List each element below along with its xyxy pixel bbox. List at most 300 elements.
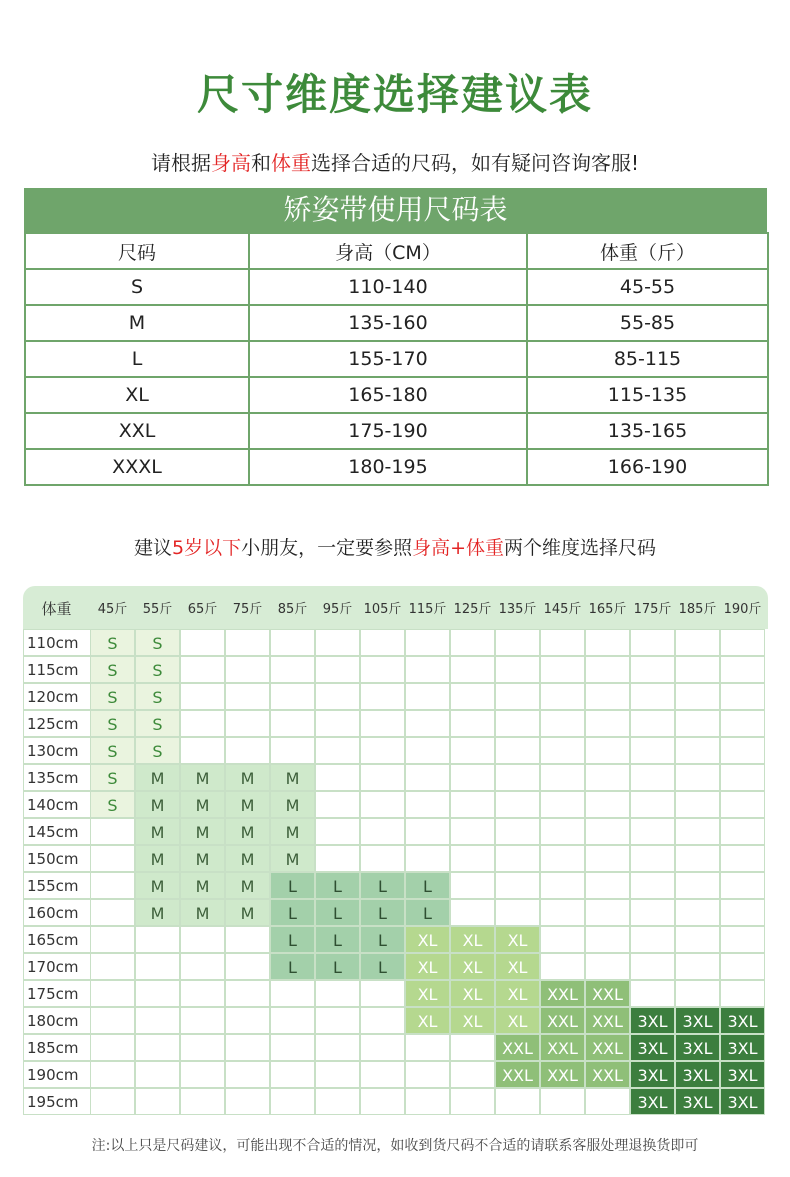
grid-cell	[450, 1088, 495, 1115]
grid-cell	[585, 872, 630, 899]
grid-cell: S	[90, 683, 135, 710]
grid-cell	[450, 1034, 495, 1061]
grid-cell	[225, 683, 270, 710]
advice-text	[0, 533, 790, 560]
grid-cell	[180, 926, 225, 953]
grid-cell	[450, 1061, 495, 1088]
grid-cell	[90, 818, 135, 845]
grid-cell	[720, 683, 765, 710]
grid-cell	[315, 764, 360, 791]
grid-cell: XXL	[585, 980, 630, 1007]
grid-height-label: 145cm	[23, 818, 90, 845]
table-row	[25, 269, 768, 305]
grid-cell	[720, 764, 765, 791]
grid-cell	[90, 872, 135, 899]
grid-cell	[405, 1088, 450, 1115]
grid-cell	[720, 791, 765, 818]
grid-cell	[360, 1061, 405, 1088]
grid-cell	[675, 818, 720, 845]
grid-cell	[225, 1061, 270, 1088]
grid-cell	[585, 845, 630, 872]
grid-cell	[405, 764, 450, 791]
grid-cell	[675, 737, 720, 764]
grid-cell: M	[225, 818, 270, 845]
grid-cell	[630, 710, 675, 737]
grid-cell: XL	[450, 980, 495, 1007]
grid-cell: M	[180, 764, 225, 791]
grid-cell	[720, 899, 765, 926]
grid-cell	[360, 1088, 405, 1115]
grid-cell	[360, 683, 405, 710]
grid-cell	[540, 710, 585, 737]
grid-cell: S	[90, 791, 135, 818]
size-table-body	[24, 232, 769, 486]
size-table	[24, 188, 767, 486]
grid-cell	[720, 845, 765, 872]
grid-height-label: 195cm	[23, 1088, 90, 1115]
grid-cell	[270, 710, 315, 737]
grid-cell	[675, 629, 720, 656]
grid-cell	[675, 926, 720, 953]
grid-weight-header: 85斤	[277, 602, 308, 617]
grid-cell	[315, 980, 360, 1007]
grid-cell: M	[135, 791, 180, 818]
grid-cell	[90, 1088, 135, 1115]
footnote: 注:以上只是尺码建议，可能出现不合适的情况，如收到货尺码不合适的请联系客服处理退换货即可	[91, 1138, 699, 1154]
grid-cell: 3XL	[630, 1088, 675, 1115]
grid-cell: L	[360, 953, 405, 980]
grid-cell	[360, 818, 405, 845]
grid-cell	[495, 845, 540, 872]
size-table-column-header: 体重（斤）	[527, 233, 768, 269]
grid-cell: M	[135, 872, 180, 899]
grid-cell: M	[135, 818, 180, 845]
grid-cell	[450, 791, 495, 818]
grid-cell	[180, 1061, 225, 1088]
grid-cell: L	[360, 872, 405, 899]
table-cell: 155-170	[249, 341, 527, 377]
grid-cell	[180, 710, 225, 737]
grid-cell: XL	[405, 926, 450, 953]
grid-cell	[225, 710, 270, 737]
grid-height-label: 125cm	[23, 710, 90, 737]
grid-cell	[585, 710, 630, 737]
grid-cell	[495, 629, 540, 656]
grid-cell	[450, 872, 495, 899]
grid-cell	[405, 683, 450, 710]
grid-cell	[90, 1034, 135, 1061]
grid-cell	[720, 629, 765, 656]
grid-cell	[450, 710, 495, 737]
grid-cell	[675, 710, 720, 737]
grid-cell	[630, 899, 675, 926]
grid-cell: XL	[405, 1007, 450, 1034]
grid-cell	[360, 845, 405, 872]
grid-cell	[360, 764, 405, 791]
subtitle-highlight-height: 身高	[210, 151, 251, 175]
grid-cell: L	[270, 872, 315, 899]
grid-cell	[720, 656, 765, 683]
grid-weight-header: 135斤	[498, 602, 537, 617]
grid-cell	[450, 845, 495, 872]
grid-height-label: 160cm	[23, 899, 90, 926]
grid-cell	[405, 1061, 450, 1088]
table-row	[25, 341, 768, 377]
grid-cell	[540, 737, 585, 764]
subtitle	[0, 147, 790, 176]
table-cell: 135-160	[249, 305, 527, 341]
grid-cell	[585, 899, 630, 926]
grid-height-label: 130cm	[23, 737, 90, 764]
table-cell: M	[25, 305, 249, 341]
grid-cell: 3XL	[720, 1007, 765, 1034]
grid-cell	[630, 791, 675, 818]
grid-cell	[585, 629, 630, 656]
grid-cell	[315, 1061, 360, 1088]
grid-cell	[585, 764, 630, 791]
grid-cell	[360, 737, 405, 764]
grid-cell	[540, 872, 585, 899]
grid-cell: S	[135, 656, 180, 683]
grid-weight-header: 185斤	[678, 602, 717, 617]
grid-cell: M	[180, 791, 225, 818]
grid-cell	[630, 737, 675, 764]
grid-cell: M	[270, 791, 315, 818]
grid-cell	[720, 737, 765, 764]
grid-cell: S	[90, 710, 135, 737]
grid-cell	[630, 764, 675, 791]
grid-cell	[90, 845, 135, 872]
grid-cell	[315, 1088, 360, 1115]
grid-cell: M	[135, 764, 180, 791]
grid-cell	[675, 953, 720, 980]
grid-cell	[495, 764, 540, 791]
grid-weight-header: 75斤	[232, 602, 263, 617]
grid-cell	[135, 1007, 180, 1034]
grid-cell	[270, 1034, 315, 1061]
grid-cell	[405, 791, 450, 818]
grid-cell	[270, 1007, 315, 1034]
grid-cell	[360, 791, 405, 818]
grid-cell: S	[90, 629, 135, 656]
subtitle-text: 请根据	[150, 151, 211, 175]
grid-cell	[585, 926, 630, 953]
grid-cell: XXL	[540, 1061, 585, 1088]
grid-cell	[90, 1061, 135, 1088]
grid-cell	[180, 980, 225, 1007]
grid-cell	[405, 737, 450, 764]
table-cell: L	[25, 341, 249, 377]
grid-cell: M	[180, 845, 225, 872]
grid-cell	[90, 980, 135, 1007]
grid-cell	[495, 791, 540, 818]
grid-weight-header: 45斤	[97, 602, 128, 617]
grid-cell	[225, 1007, 270, 1034]
grid-cell: L	[315, 926, 360, 953]
grid-cell	[630, 980, 675, 1007]
grid-cell	[225, 980, 270, 1007]
grid-cell	[135, 1034, 180, 1061]
table-row	[25, 413, 768, 449]
grid-cell	[315, 791, 360, 818]
grid-cell	[540, 683, 585, 710]
grid-cell	[630, 926, 675, 953]
grid-cell: 3XL	[720, 1061, 765, 1088]
grid-cell	[180, 656, 225, 683]
grid-cell	[270, 629, 315, 656]
grid-cell	[135, 1061, 180, 1088]
advice-text-part: 两个维度选择尺码	[504, 537, 657, 559]
grid-cell: 3XL	[675, 1034, 720, 1061]
grid-cell	[675, 656, 720, 683]
grid-cell	[540, 629, 585, 656]
grid-cell: L	[315, 872, 360, 899]
grid-cell: XL	[450, 926, 495, 953]
grid-cell	[450, 818, 495, 845]
grid-cell	[405, 818, 450, 845]
grid-cell	[315, 1034, 360, 1061]
grid-cell	[180, 1034, 225, 1061]
grid-cell	[585, 953, 630, 980]
grid-cell	[675, 764, 720, 791]
grid-cell	[360, 710, 405, 737]
grid-cell	[450, 683, 495, 710]
grid-cell	[180, 953, 225, 980]
grid-cell	[720, 926, 765, 953]
grid-cell: L	[270, 926, 315, 953]
grid-cell: M	[270, 818, 315, 845]
grid-weight-header: 125斤	[453, 602, 492, 617]
grid-cell	[180, 683, 225, 710]
grid-cell	[450, 656, 495, 683]
grid-cell	[585, 656, 630, 683]
grid-cell	[180, 1088, 225, 1115]
grid-cell	[405, 656, 450, 683]
grid-cell: 3XL	[675, 1007, 720, 1034]
grid-cell: XXL	[540, 980, 585, 1007]
table-cell: XL	[25, 377, 249, 413]
grid-cell	[405, 710, 450, 737]
grid-cell: 3XL	[630, 1034, 675, 1061]
grid-cell: M	[180, 872, 225, 899]
grid-cell	[225, 953, 270, 980]
grid-cell: L	[405, 872, 450, 899]
table-row	[25, 449, 768, 485]
grid-cell	[315, 629, 360, 656]
grid-cell: XL	[450, 1007, 495, 1034]
table-cell: 166-190	[527, 449, 768, 485]
grid-cell: M	[135, 899, 180, 926]
grid-corner-label: 体重	[41, 600, 72, 618]
grid-cell: XXL	[540, 1034, 585, 1061]
table-cell: 180-195	[249, 449, 527, 485]
grid-cell	[540, 845, 585, 872]
grid-height-label: 140cm	[23, 791, 90, 818]
grid-weight-header: 190斤	[723, 602, 762, 617]
grid-cell: 3XL	[630, 1061, 675, 1088]
grid-cell	[180, 737, 225, 764]
grid-weight-header: 145斤	[543, 602, 582, 617]
grid-cell: M	[270, 764, 315, 791]
grid-cell: M	[135, 845, 180, 872]
grid-cell	[585, 683, 630, 710]
table-cell: 85-115	[527, 341, 768, 377]
table-cell: 135-165	[527, 413, 768, 449]
subtitle-highlight-weight: 体重	[270, 151, 311, 175]
grid-cell: L	[360, 926, 405, 953]
grid-height-label: 110cm	[23, 629, 90, 656]
grid-cell	[585, 818, 630, 845]
grid-cell	[495, 710, 540, 737]
grid-cell: XL	[405, 953, 450, 980]
grid-cell	[495, 737, 540, 764]
grid-cell	[495, 818, 540, 845]
grid-cell	[630, 656, 675, 683]
grid-cell: S	[135, 629, 180, 656]
grid-cell: M	[225, 764, 270, 791]
grid-cell	[225, 1088, 270, 1115]
grid-cell	[675, 845, 720, 872]
grid-cell: S	[90, 737, 135, 764]
grid-cell	[450, 764, 495, 791]
grid-cell: 3XL	[720, 1088, 765, 1115]
grid-cell	[90, 1007, 135, 1034]
grid-height-label: 150cm	[23, 845, 90, 872]
table-cell: 115-135	[527, 377, 768, 413]
advice-text-part: 建议	[133, 537, 172, 559]
grid-cell	[630, 683, 675, 710]
grid-cell: XXL	[495, 1034, 540, 1061]
grid-height-label: 185cm	[23, 1034, 90, 1061]
grid-cell	[360, 1007, 405, 1034]
size-table-column-header: 身高（CM）	[249, 233, 527, 269]
grid-cell	[720, 980, 765, 1007]
grid-cell: XL	[495, 980, 540, 1007]
grid-cell: S	[135, 683, 180, 710]
grid-cell: L	[270, 899, 315, 926]
grid-cell: XL	[495, 926, 540, 953]
grid-cell: 3XL	[720, 1034, 765, 1061]
grid-weight-header: 55斤	[142, 602, 173, 617]
grid-cell: XL	[450, 953, 495, 980]
grid-height-label: 155cm	[23, 872, 90, 899]
grid-cell: L	[270, 953, 315, 980]
grid-weight-header: 165斤	[588, 602, 627, 617]
grid-cell	[360, 1034, 405, 1061]
grid-cell: XL	[495, 1007, 540, 1034]
size-grid	[23, 586, 768, 1116]
grid-height-label: 170cm	[23, 953, 90, 980]
page-title: 尺寸维度选择建议表	[196, 70, 593, 119]
grid-cell	[585, 737, 630, 764]
grid-cell	[270, 980, 315, 1007]
size-table-column-header-row	[25, 233, 768, 269]
table-cell: S	[25, 269, 249, 305]
grid-cell	[270, 1061, 315, 1088]
grid-cell: XXL	[585, 1034, 630, 1061]
grid-cell: XL	[495, 953, 540, 980]
grid-cell	[630, 845, 675, 872]
grid-height-label: 175cm	[23, 980, 90, 1007]
grid-weight-header: 105斤	[363, 602, 402, 617]
grid-cell	[225, 737, 270, 764]
grid-cell: M	[225, 845, 270, 872]
grid-cell	[270, 1088, 315, 1115]
grid-cell	[135, 953, 180, 980]
grid-cell: 3XL	[630, 1007, 675, 1034]
subtitle-text: 选择合适的尺码，如有疑问咨询客服!	[310, 151, 640, 175]
table-cell: XXXL	[25, 449, 249, 485]
grid-cell	[270, 737, 315, 764]
grid-cell	[630, 953, 675, 980]
grid-cell	[225, 629, 270, 656]
table-row	[25, 377, 768, 413]
grid-cell	[495, 872, 540, 899]
grid-cell: S	[135, 710, 180, 737]
grid-cell	[360, 656, 405, 683]
grid-cell	[450, 737, 495, 764]
grid-cell	[720, 818, 765, 845]
grid-cell	[540, 926, 585, 953]
grid-weight-header: 175斤	[633, 602, 672, 617]
grid-cell	[360, 629, 405, 656]
grid-cell	[135, 926, 180, 953]
grid-cell	[675, 899, 720, 926]
grid-cell	[585, 791, 630, 818]
grid-cell: XXL	[585, 1007, 630, 1034]
grid-cell: L	[360, 899, 405, 926]
grid-cell	[720, 710, 765, 737]
grid-cell	[180, 629, 225, 656]
table-row	[25, 305, 768, 341]
table-cell: 165-180	[249, 377, 527, 413]
grid-cell	[360, 980, 405, 1007]
grid-cell	[90, 953, 135, 980]
grid-cell: M	[180, 818, 225, 845]
grid-weight-header: 65斤	[187, 602, 218, 617]
size-table-column-header: 尺码	[25, 233, 249, 269]
grid-cell	[585, 1088, 630, 1115]
grid-cell	[495, 656, 540, 683]
advice-highlight-dimension: 身高+体重	[412, 537, 505, 559]
grid-cell: M	[270, 845, 315, 872]
grid-cell	[315, 1007, 360, 1034]
grid-height-label: 190cm	[23, 1061, 90, 1088]
grid-cell	[315, 818, 360, 845]
grid-cell: XXL	[540, 1007, 585, 1034]
grid-cell	[495, 899, 540, 926]
grid-cell	[405, 629, 450, 656]
grid-cell	[270, 683, 315, 710]
grid-height-label: 180cm	[23, 1007, 90, 1034]
grid-cell	[675, 980, 720, 1007]
subtitle-text: 和	[250, 151, 271, 175]
grid-cell: L	[315, 953, 360, 980]
grid-cell	[225, 926, 270, 953]
grid-cell	[720, 872, 765, 899]
grid-header	[23, 586, 768, 629]
table-cell: XXL	[25, 413, 249, 449]
grid-cell	[675, 872, 720, 899]
size-table-header: 矫姿带使用尺码表	[24, 188, 767, 232]
grid-cell: M	[180, 899, 225, 926]
grid-cell	[315, 683, 360, 710]
grid-cell	[450, 629, 495, 656]
grid-cell: XXL	[585, 1061, 630, 1088]
grid-weight-header: 95斤	[322, 602, 353, 617]
grid-cell: M	[225, 872, 270, 899]
grid-height-label: 120cm	[23, 683, 90, 710]
